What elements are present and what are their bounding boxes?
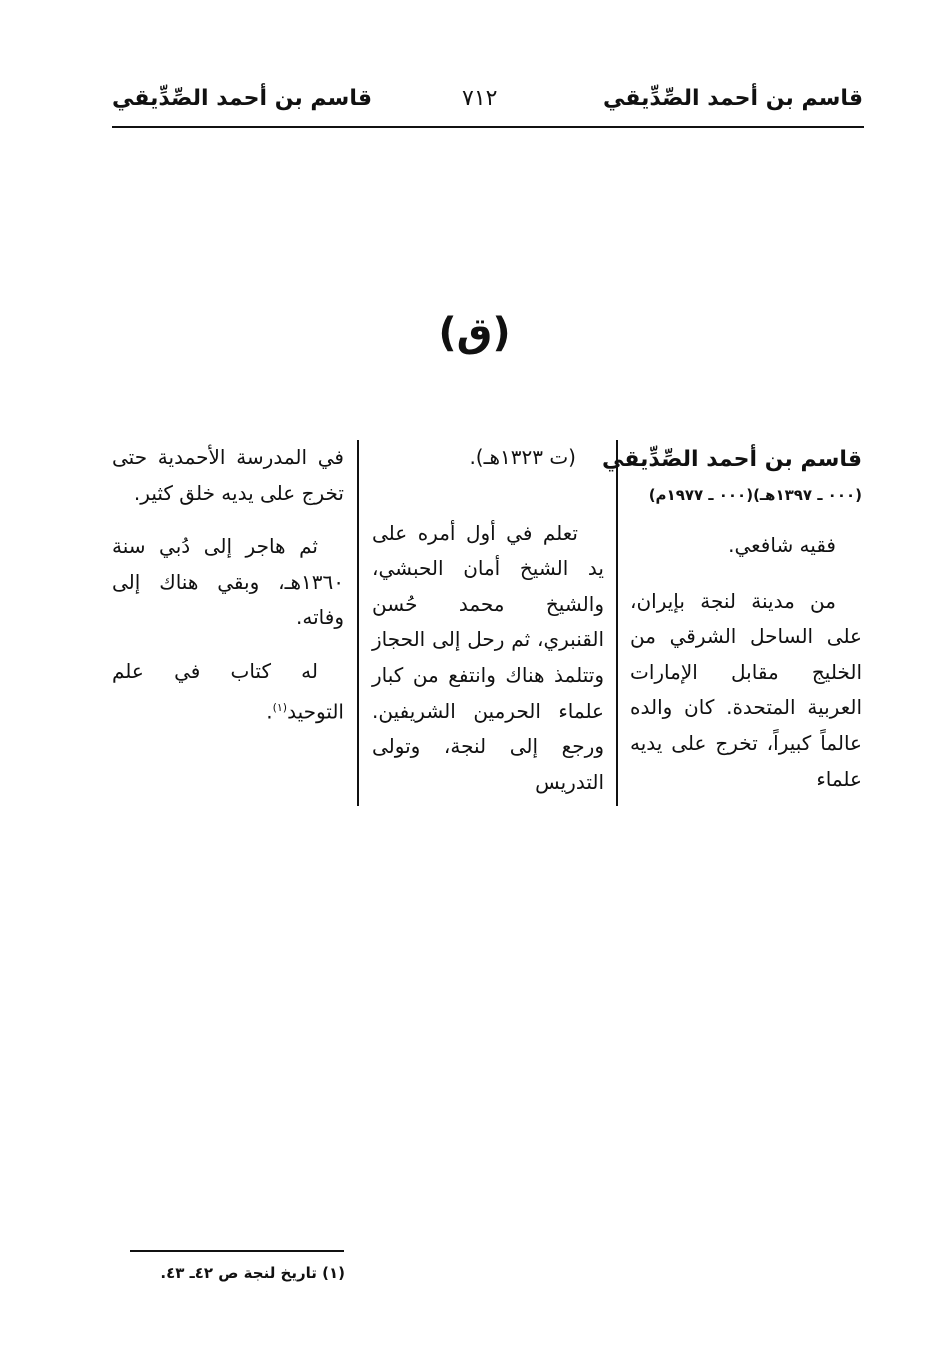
- page-number: ٧١٢: [462, 86, 498, 111]
- footnote-rule: [130, 1250, 344, 1252]
- col3-paragraph-2: ثم هاجر إلى دُبي سنة ١٣٦٠هـ، وبقي هناك إلى وفاته.: [112, 534, 344, 630]
- col2-paragraph: تعلم في أول أمره على يد الشيخ أمان الحبشي، والشيخ محمد حُسن القنبري، ثم رحل إلى الحجاز وتتلمذ هناك وانتفع من كبار علماء الحرمين الشريفين. ورجع إلى لنجة، وتولى التدريس: [372, 520, 604, 794]
- col3-paragraph-1: في المدرسة الأحمدية حتى تخرج على يديه خلق كثير.: [112, 445, 344, 505]
- section-letter-heading: (ق): [438, 310, 511, 356]
- column-divider: [616, 440, 618, 806]
- col3-paragraph-3-text: له كتاب في علم التوحيد: [112, 658, 344, 724]
- text-column-1: [602, 440, 862, 797]
- column-divider: [357, 440, 359, 806]
- running-header-right: قاسم بن أحمد الصِّدِّيقي: [603, 86, 863, 111]
- text-column-2: [372, 440, 604, 800]
- entry-role: فقيه شافعي.: [728, 533, 836, 557]
- running-header-left: قاسم بن أحمد الصِّدِّيقي: [112, 86, 372, 111]
- entry-name: قاسم بن أحمد الصِّدِّيقي: [602, 447, 862, 472]
- footnote: (١) تاريخ لنجة ص ٤٢ـ ٤٣.: [160, 1264, 345, 1282]
- death-date: (ت ١٣٢٣هـ).: [469, 445, 576, 469]
- col3-paragraph-3: [112, 654, 344, 730]
- text-column-3: [112, 440, 344, 730]
- footnote-marker: (١): [272, 700, 288, 714]
- col3-paragraph-3-end: .: [266, 699, 273, 724]
- header-rule: [112, 126, 864, 128]
- col1-paragraph: من مدينة لنجة بإيران، على الساحل الشرقي من الخليج مقابل الإمارات العربية المتحدة. كان والده عالماً كبيراً، تخرج على يديه علماء: [630, 588, 862, 791]
- entry-dates: (٠٠٠ ـ ١٣٩٧هـ)(٠٠٠ ـ ١٩٧٧م): [648, 486, 862, 504]
